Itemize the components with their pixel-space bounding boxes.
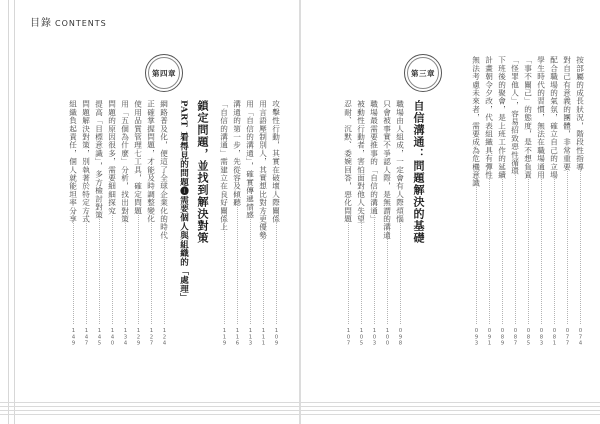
header-title-cjk: 目錄 bbox=[30, 18, 52, 29]
toc-entry[interactable]: 配合職場的氣氛，確立自己的立場 bbox=[549, 56, 559, 179]
page-number: 083 bbox=[538, 328, 545, 347]
toc-entry[interactable]: 下班後的聚會，是上班工作的延續 bbox=[497, 56, 507, 179]
dot-leader bbox=[73, 212, 74, 324]
part-title: 看得見的問題❶需要個人與組織的「處理」 bbox=[178, 133, 189, 303]
toc-entry[interactable]: 職場最需要推事的「自信的溝通」 bbox=[369, 100, 379, 223]
dot-leader bbox=[224, 204, 225, 324]
toc-entry[interactable]: 用言語壓制別人，其實想比對方更優勢 bbox=[258, 100, 268, 240]
chapter-four-title: 鎖定問題，並找到解決對策 bbox=[196, 100, 209, 244]
toc-entry[interactable]: 「事不關己」的態度，是不想負責 bbox=[523, 56, 533, 179]
toc-entry[interactable]: 學生時代的習慣，無法在職場通用 bbox=[536, 56, 546, 179]
edge-line bbox=[14, 0, 15, 424]
page-number: 107 bbox=[345, 328, 352, 347]
toc-entry[interactable]: 「怪罪他人」，容易招致惡性循環 bbox=[510, 56, 520, 176]
toc-entry[interactable]: 用「自信的溝通」，確實傳遞情感 bbox=[245, 100, 255, 220]
page-number: 081 bbox=[551, 328, 558, 347]
dot-leader bbox=[515, 166, 516, 324]
dot-leader bbox=[374, 208, 375, 324]
header-title-en: CONTENTS bbox=[55, 19, 107, 28]
page-number: 093 bbox=[473, 328, 480, 347]
dot-leader bbox=[502, 166, 503, 324]
page-number: 113 bbox=[247, 328, 254, 347]
toc-entry[interactable]: 組織負起責任，個人就能坦率分享 bbox=[68, 100, 78, 223]
page-number: 149 bbox=[70, 328, 77, 347]
dot-leader bbox=[489, 166, 490, 324]
page-number: 140 bbox=[109, 328, 116, 347]
chapter-badge-label: 第三章 bbox=[407, 57, 439, 89]
toc-entry[interactable]: 計畫朝令夕改，代表組織具有彈性 bbox=[484, 56, 494, 179]
page-number: 091 bbox=[486, 328, 493, 347]
dot-leader bbox=[528, 166, 529, 324]
page-number: 145 bbox=[96, 328, 103, 347]
dot-leader bbox=[276, 204, 277, 324]
dot-leader bbox=[580, 166, 581, 324]
toc-entry[interactable]: 攻擊性行動，其實在破壞人際關係 bbox=[271, 100, 281, 223]
dot-leader bbox=[99, 212, 100, 324]
page-number: 116 bbox=[234, 328, 241, 347]
dot-leader bbox=[138, 212, 139, 324]
page-number: 147 bbox=[83, 328, 90, 347]
chapter-three-badge bbox=[404, 54, 442, 92]
book-spine bbox=[299, 0, 301, 424]
page-number: 100 bbox=[384, 328, 391, 347]
dot-leader bbox=[263, 204, 264, 324]
toc-entry[interactable]: 正確掌握問題，才能及時調整變化 bbox=[146, 100, 156, 223]
page-number: 087 bbox=[512, 328, 519, 347]
toc-entry[interactable]: 網路普及化，便這了全球企業化的時代 bbox=[159, 100, 169, 240]
page-number: 085 bbox=[525, 328, 532, 347]
toc-entry[interactable]: 用「五個為什麼」分析，找出對策 bbox=[120, 100, 130, 223]
chapter-badge-label: 第四章 bbox=[148, 57, 180, 89]
edge-line bbox=[8, 0, 9, 424]
dot-leader bbox=[250, 204, 251, 324]
dot-leader bbox=[125, 212, 126, 324]
page-number: 105 bbox=[358, 328, 365, 347]
page-number: 124 bbox=[161, 328, 168, 347]
toc-entry[interactable]: 職場由人組成，一定會有人際煩惱 bbox=[395, 100, 405, 223]
page-number: 074 bbox=[577, 328, 584, 347]
chapter-three-title: 自信溝通：問題解決的基礎 bbox=[412, 100, 425, 244]
toc-entry[interactable]: 問題的原因很多，需要細細探究 bbox=[107, 100, 117, 215]
dot-leader bbox=[387, 208, 388, 324]
page-number: 103 bbox=[371, 328, 378, 347]
page-number: 077 bbox=[564, 328, 571, 347]
dot-leader bbox=[164, 212, 165, 324]
toc-entry[interactable]: 提高「目標意識」，多方檢討對策 bbox=[94, 100, 104, 220]
toc-entry[interactable]: 無法考慮未來者，需要成為危機意識 bbox=[471, 56, 481, 188]
page-number: 098 bbox=[397, 328, 404, 347]
toc-entry[interactable]: 只會被事實不爭認人際，是無謂的溝通 bbox=[382, 100, 392, 240]
page-number: 127 bbox=[148, 328, 155, 347]
toc-entry[interactable]: 按部屬的成長狀況，階段性指導 bbox=[575, 56, 585, 171]
dot-leader bbox=[541, 166, 542, 324]
toc-entry[interactable]: 被動性行動者，害怕面對他人失望 bbox=[356, 100, 366, 223]
page-number: 134 bbox=[122, 328, 129, 347]
dot-leader bbox=[237, 204, 238, 324]
dot-leader bbox=[151, 212, 152, 324]
page-number: 109 bbox=[273, 328, 280, 347]
toc-entry[interactable]: 對自己有意義的團體，非常重要 bbox=[562, 56, 572, 171]
toc-header bbox=[30, 14, 107, 29]
staff-lines bbox=[0, 402, 600, 416]
page-number: 089 bbox=[499, 328, 506, 347]
page-number: 111 bbox=[260, 328, 267, 347]
toc-entry[interactable]: 使用品質管理七工具，確定問題 bbox=[133, 100, 143, 215]
dot-leader bbox=[567, 166, 568, 324]
chapter-four-badge bbox=[145, 54, 183, 92]
dot-leader bbox=[554, 166, 555, 324]
page-number: 119 bbox=[221, 328, 228, 347]
toc-entry[interactable]: 忍耐、沉默、委婉回答，惡化問題 bbox=[343, 100, 353, 223]
dot-leader bbox=[400, 208, 401, 324]
dot-leader bbox=[361, 208, 362, 324]
toc-entry[interactable]: 問題解決對策，別執著於特定方式 bbox=[81, 100, 91, 223]
dot-leader bbox=[86, 212, 87, 324]
dot-leader bbox=[348, 208, 349, 324]
dot-leader bbox=[112, 212, 113, 324]
page-number: 129 bbox=[135, 328, 142, 347]
toc-entry[interactable]: 溝通的第一步，先從容及傾聽 bbox=[232, 100, 242, 207]
toc-entry[interactable]: 「自信的溝通」需建立在良好關係上 bbox=[219, 100, 229, 232]
part-label: PART 1-1 bbox=[178, 100, 189, 148]
dot-leader bbox=[476, 166, 477, 324]
